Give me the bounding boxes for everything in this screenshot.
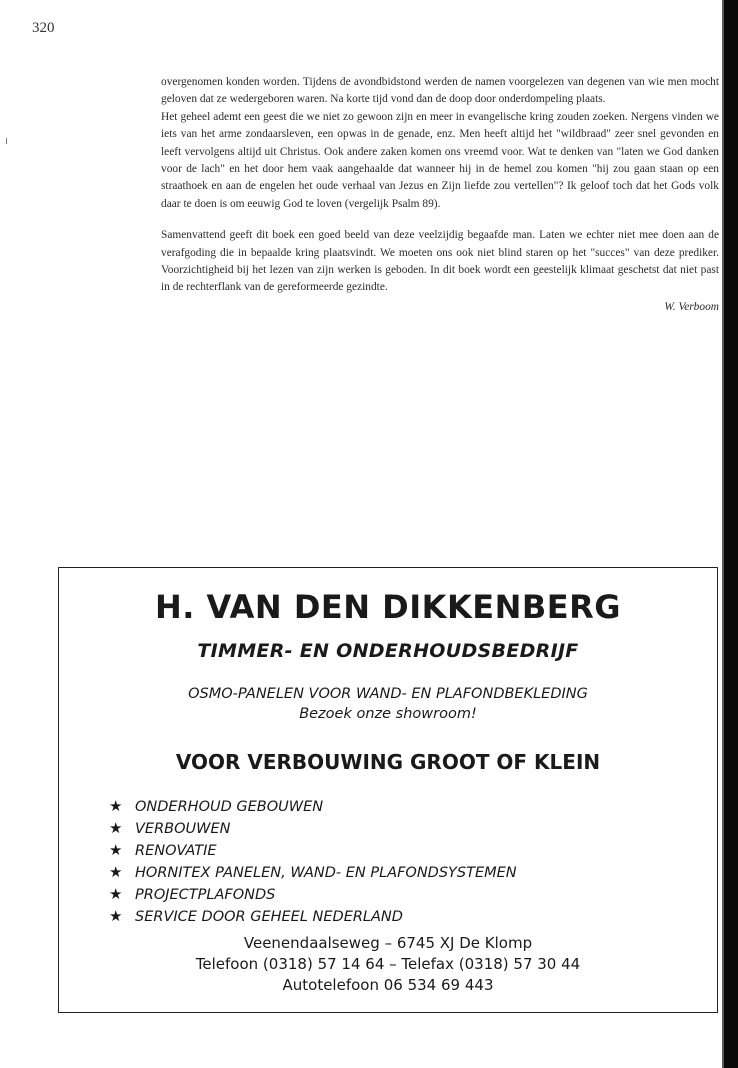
article-paragraph-2: Het geheel ademt een geest die we niet zo gewoon zijn en meer in evangelische kring zouden zoeken. Nergens vinden we iets van het arme zondaarsleven, een opwas in de genade, enz. Men heeft altijd het "wildbraad" zeer snel gevonden en leeft vervolgens altijd uit Christus. Ook andere zaken komen ons vreemd voor. Wat te denken van "laten we God danken voor de lach" en het door hem vaak aangehaalde dat wanneer hij in de hemel zou komen "hij zou gaan staan op een straathoek en aan de engelen het oude verhaal van Jezus en Zijn liefde zou vertellen"? Ik geloof toch dat het Gods volk daar te doen is om eeuwig God te loven (vergelijk Psalm 89). (161, 110, 719, 210)
service-label: VERBOUWEN (135, 821, 231, 837)
article-paragraph-3: Samenvattend geeft dit boek een goed beeld van deze veelzijdig begaafde man. Laten we echter niet mee doen aan de verafgoding die in bepaalde kring plaatsvindt. We moeten ons ook niet blind staren op het "succes" van deze prediker. Voorzichtigheid bij het lezen van zijn werken is geboden. In dit boek wordt een geestelijk klimaat geschetst dat niet past in de rechterflank van de gereformeerde gezindte. (161, 229, 719, 294)
ad-slogan: VOOR VERBOUWING GROOT OF KLEIN (175, 750, 601, 774)
list-item (109, 795, 517, 817)
margin-tick (6, 138, 7, 144)
service-label: PROJECTPLAFONDS (135, 887, 276, 903)
ad-car-phone: Autotelefoon 06 534 69 443 (282, 976, 494, 994)
star-icon: ★ (109, 863, 123, 881)
list-item (109, 883, 517, 905)
ad-address: Veenendaalseweg – 6745 XJ De Klomp (243, 934, 533, 952)
ad-phone-fax: Telefoon (0318) 57 14 64 – Telefax (0318) 57 30 44 (195, 955, 581, 973)
ad-showroom-line: Bezoek onze showroom! (299, 706, 477, 722)
author-signature: W. Verboom (664, 300, 719, 313)
ad-company-name: H. VAN DEN DIKKENBERG (154, 588, 622, 626)
star-icon: ★ (109, 819, 123, 837)
scan-edge-bar (724, 0, 738, 1068)
star-icon: ★ (109, 885, 123, 903)
ad-contact-block (59, 933, 717, 996)
page-number: 320 (32, 20, 55, 36)
star-icon: ★ (109, 841, 123, 859)
ad-services-list (109, 795, 517, 927)
review-article (161, 74, 719, 316)
service-label: RENOVATIE (135, 843, 217, 859)
list-item (109, 861, 517, 883)
star-icon: ★ (109, 907, 123, 925)
ad-company-type: TIMMER- EN ONDERHOUDSBEDRIJF (197, 640, 579, 662)
ad-product-line: OSMO-PANELEN VOOR WAND- EN PLAFONDBEKLEDING (188, 686, 588, 702)
article-paragraph-1: overgenomen konden worden. Tijdens de avondbidstond werden de namen voorgelezen van degenen van wie men mocht geloven dat ze wedergeboren waren. Na korte tijd vond dan de doop door onderdompeling plaats. (161, 76, 719, 106)
star-icon: ★ (109, 797, 123, 815)
service-label: HORNITEX PANELEN, WAND- EN PLAFONDSYSTEMEN (135, 865, 517, 881)
list-item (109, 839, 517, 861)
list-item (109, 817, 517, 839)
service-label: SERVICE DOOR GEHEEL NEDERLAND (135, 909, 403, 925)
list-item (109, 905, 517, 927)
service-label: ONDERHOUD GEBOUWEN (135, 799, 324, 815)
advertisement (58, 567, 718, 1013)
